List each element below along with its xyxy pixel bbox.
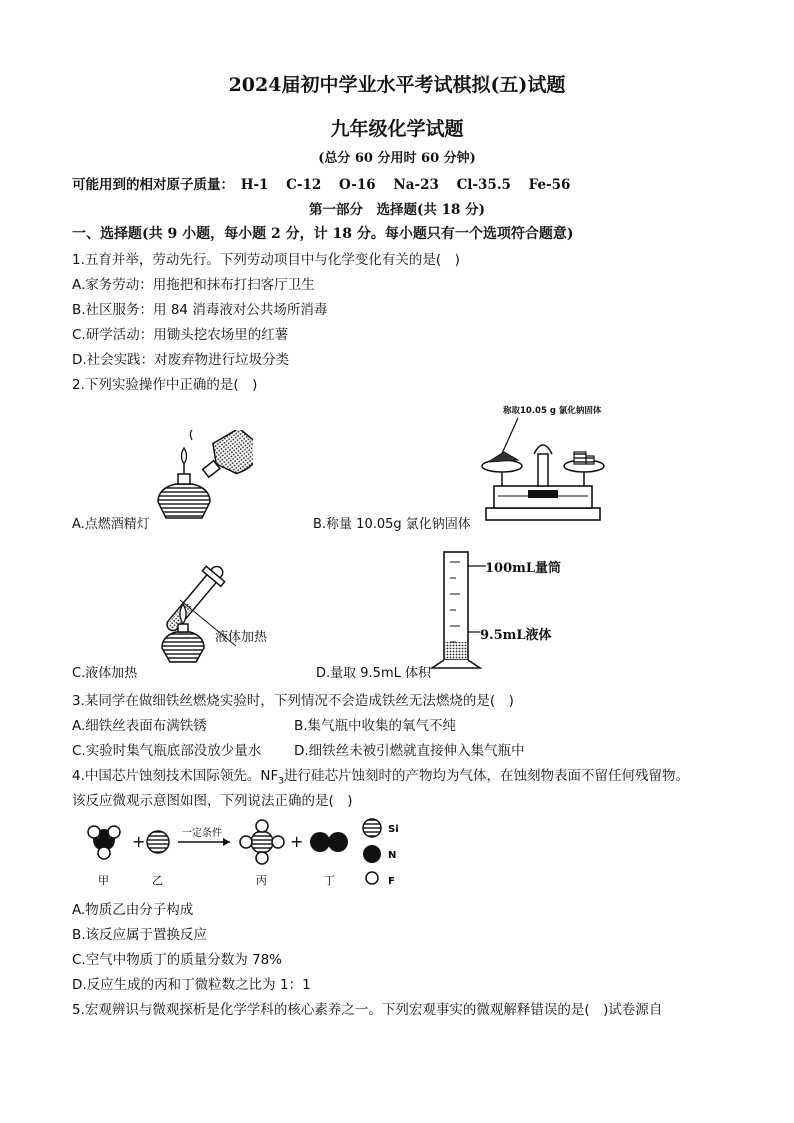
label-yi: 乙 [152, 874, 163, 887]
q1-option-d: D.社会实践：对废弃物进行垃圾分类 [72, 352, 290, 368]
heat-label: 液体加热 [215, 630, 268, 645]
label-jia: 甲 [98, 874, 109, 887]
q2-caption-a: A.点燃酒精灯 [72, 517, 150, 532]
atomic-mass-na: Na-23 [393, 177, 439, 193]
q3-option-b: B.集气瓶中收集的氧气不纯 [294, 718, 457, 734]
plus-sign: + [132, 832, 146, 851]
atomic-mass-label: 可能用到的相对原子质量： [72, 177, 234, 193]
exam-title: 2024届初中学业水平考试棋拟(五)试题 [228, 74, 566, 96]
q4-stem [72, 764, 689, 787]
atom-yi [147, 831, 169, 853]
q2-stem: 2.下列实验操作中正确的是( ) [72, 377, 258, 393]
q4-stem-post: 进行硅芯片蚀刻时的产物均为气体，在蚀刻物表面不留任何残留物。 [283, 768, 689, 784]
plus-sign-2: + [290, 832, 304, 851]
exam-subtitle: 九年级化学试题 [330, 118, 464, 140]
atomic-mass-o: O-16 [339, 177, 376, 193]
q1-stem: 1.五育并举，劳动先行。下列劳动项目中与化学变化有关的是( ) [72, 252, 460, 268]
molecule-ding [310, 832, 348, 852]
q4-stem-sub: 3 [278, 776, 284, 787]
atomic-mass-c: C-12 [286, 177, 322, 193]
q2-caption-b: B.称量 10.05g 氯化钠固体 [313, 517, 471, 532]
q3-option-c: C.实验时集气瓶底部没放少量水 [72, 743, 262, 759]
q4-option-a: A.物质乙由分子构成 [72, 902, 194, 918]
q3-option-a: A.细铁丝表面布满铁锈 [72, 718, 207, 734]
legend-f-atom [366, 872, 378, 884]
molecule-jia [88, 826, 120, 859]
balance-label: 称取10.05 g 氯化钠固体 [503, 406, 602, 416]
q1-option-b: B.社区服务：用 84 消毒液对公共场所消毒 [72, 302, 328, 318]
q4-stem-line2: 该反应微观示意图如图，下列说法正确的是( ) [72, 793, 353, 809]
legend-si-atom [363, 819, 381, 837]
q4-option-d: D.反应生成的丙和丁微粒数之比为 1：1 [72, 977, 311, 993]
legend-f: F [388, 876, 395, 887]
label-bing: 丙 [256, 874, 267, 887]
q2-caption-d: D.量取 9.5mL 体积 [316, 666, 431, 681]
q4-option-c: C.空气中物质丁的质量分数为 78% [72, 952, 283, 968]
q1-option-c: C.研学活动：用锄头挖农场里的红薯 [72, 327, 289, 343]
part-title: 第一部分 选择题(共 18 分) [309, 202, 485, 218]
legend-n: N [388, 850, 397, 861]
q4-option-b: B.该反应属于置换反应 [72, 927, 208, 943]
q2-caption-c: C.液体加热 [72, 666, 138, 681]
q4-stem-pre: 4.中国芯片蚀刻技术国际领先。NF [72, 768, 279, 784]
atomic-mass-line [72, 173, 583, 193]
q5-stem: 5.宏观辨识与微观探析是化学学科的核心素养之一。下列宏观事实的微观解释错误的是( )试卷源自 [72, 1002, 663, 1018]
lamp-lighting-figure [148, 430, 253, 525]
q3-stem: 3.某同学在做细铁丝燃烧实验时，下列情况不会造成铁丝无法燃烧的是( ) [72, 693, 514, 709]
time-note: (总分 60 分用时 60 分钟) [318, 151, 476, 166]
cylinder-figure [428, 548, 488, 676]
atomic-mass-cl: Cl-35.5 [456, 177, 511, 193]
q1-option-a: A.家务劳动：用拖把和抹布打扫客厅卫生 [72, 277, 315, 293]
volume-label: 9.5mL液体 [480, 628, 552, 643]
section-title: 一、选择题(共 9 小题，每小题 2 分，计 18 分。每小题只有一个选项符合题意) [72, 226, 574, 242]
cylinder-label: 100mL量筒 [485, 561, 562, 576]
balance-figure [478, 416, 608, 526]
reaction-diagram [84, 818, 414, 892]
legend-si: Si [388, 824, 399, 835]
atomic-mass-h: H-1 [240, 177, 269, 193]
label-ding: 丁 [324, 874, 335, 887]
molecule-bing [240, 820, 284, 864]
atomic-mass-fe: Fe-56 [528, 177, 571, 193]
q3-option-d: D.细铁丝未被引燃就直接伸入集气瓶中 [294, 743, 525, 759]
liquid-heating-figure [140, 556, 250, 668]
legend-n-atom [363, 845, 381, 863]
reaction-condition: 一定条件 [182, 828, 222, 839]
